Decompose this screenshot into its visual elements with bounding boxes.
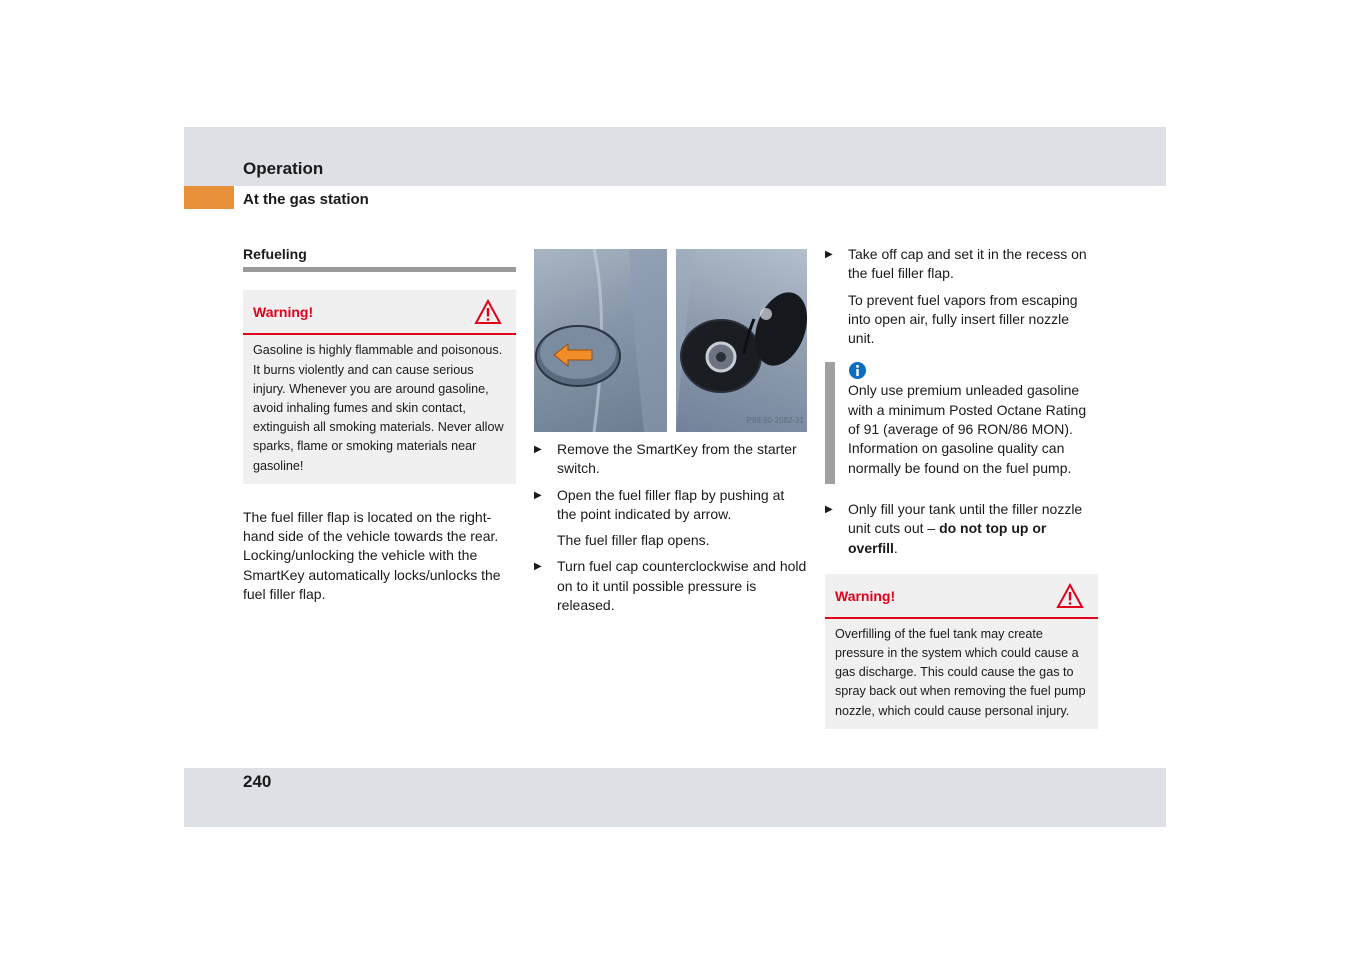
fuel-flap-location-paragraph: The fuel filler flap is located on the right-hand side of the vehicle towards the rear. Locking/unlocking the vehicle with the SmartKey automatically locks/unlocks the fuel filler flap. [243, 508, 501, 602]
step-take-off-cap [825, 245, 1098, 284]
step-text-end: . [893, 539, 898, 556]
warning-triangle-icon [1056, 583, 1084, 609]
header-band [184, 127, 1166, 186]
step-text: Open the fuel filler flap by pushing at the point indicated by arrow. [557, 486, 785, 522]
closed-flap-illustration [534, 249, 667, 432]
column-middle [534, 249, 807, 615]
step-result-note: The fuel filler flap opens. [557, 532, 710, 549]
warning-text: Gasoline is highly flammable and poisonous. It burns violently and can cause serious injury. Whenever you are around gasoline, avoid inhaling fumes and skin contact, extinguish all smoking materials. Never allow sparks, flame or smoking materials near gasoline! [253, 343, 504, 473]
closed-fuel-flap-photo [534, 249, 667, 432]
fuel-flap-photos [534, 249, 807, 432]
warning-box-gasoline [243, 290, 516, 483]
section-tab-marker [184, 186, 234, 209]
warning-label: Warning! [835, 587, 896, 604]
step-text: Turn fuel cap counterclockwise and hold on to it until possible pressure is released. [557, 558, 807, 614]
warning-label: Warning! [253, 304, 314, 321]
column-left [243, 244, 516, 604]
footer-band [184, 768, 1166, 827]
step-text: Remove the SmartKey from the starter switch. [557, 441, 797, 477]
step-remove-smartkey [534, 440, 807, 479]
column-right [825, 244, 1098, 729]
photo-reference-code: P88.60-2082-31 [746, 415, 804, 425]
info-text: Only use premium unleaded gasoline with a minimum Posted Octane Rating of 91 (average of 96 RON/86 MON). Information on gasoline quality can normally be found on the fuel pump. [848, 382, 1087, 476]
warning-triangle-icon [474, 299, 502, 325]
vapor-note: To prevent fuel vapors from escaping into open air, fully insert filler nozzle unit. [848, 291, 1078, 347]
info-block-fuel-quality [825, 362, 1098, 477]
step-text-emphasis: do not top up or overfill [848, 520, 1047, 556]
step-fill-tank [825, 500, 1098, 558]
subsection-title: At the gas station [243, 191, 369, 208]
warning-box-overfill [825, 574, 1098, 729]
step-turn-cap [534, 557, 807, 615]
step-text-lead: Only fill your tank until the filler nozzle unit cuts out – [848, 500, 1083, 537]
step-text: Take off cap and set it in the recess on the fuel filler flap. [848, 246, 1087, 282]
info-bar [825, 362, 835, 484]
open-fuel-flap-photo [676, 249, 807, 432]
bullet-icon: ▶ [825, 503, 833, 515]
bullet-icon: ▶ [534, 561, 542, 573]
warning-header [243, 290, 516, 335]
section-title: Operation [243, 159, 324, 178]
step-open-flap [534, 486, 807, 525]
warning-text: Overfilling of the fuel tank may create pressure in the system which could cause a gas discharge. This could cause the gas to spray back out when removing the fuel pump nozzle, which could cause personal injury. [835, 626, 1086, 718]
bullet-icon: ▶ [825, 249, 833, 260]
warning-header [825, 574, 1098, 619]
bullet-icon: ▶ [534, 444, 542, 455]
bullet-icon: ▶ [534, 489, 542, 501]
info-icon [849, 362, 866, 379]
topic-heading: Refueling [243, 245, 516, 272]
open-flap-illustration [676, 249, 807, 432]
page-number: 240 [243, 772, 272, 791]
